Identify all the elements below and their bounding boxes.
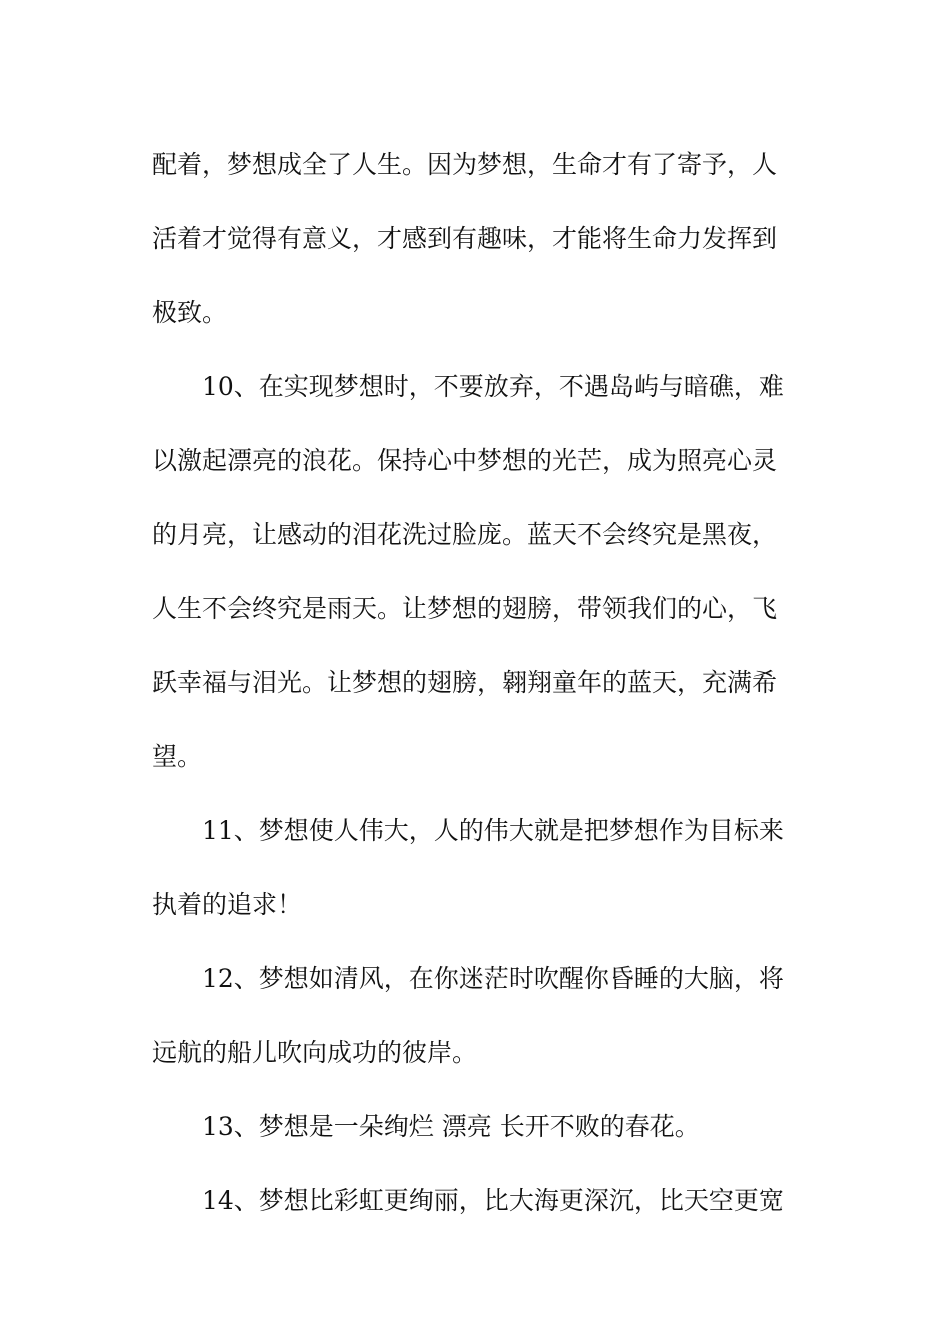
paragraph-item-10: [152, 350, 792, 794]
text-line: 执着的追求！: [152, 890, 303, 919]
text-line: 12、梦想如清风，在你迷茫时吹醒你昏睡的大脑，将: [202, 964, 784, 993]
text-line: 的月亮，让感动的泪花洗过脸庞。蓝天不会终究是黑夜，: [152, 520, 778, 549]
text-line: 以激起漂亮的浪花。保持心中梦想的光芒，成为照亮心灵: [152, 446, 778, 475]
paragraph-item-11: [152, 794, 792, 942]
text-line: 13、梦想是一朵绚烂 漂亮 长开不败的春花。: [202, 1112, 700, 1141]
text-line: 远航的船儿吹向成功的彼岸。: [152, 1038, 478, 1067]
paragraph-item-13: [152, 1090, 792, 1164]
text-line: 跃幸福与泪光。让梦想的翅膀，翱翔童年的蓝天，充满希: [152, 668, 778, 697]
paragraph-continuation: [152, 128, 792, 350]
text-line: 望。: [152, 742, 203, 771]
text-line: 10、在实现梦想时，不要放弃，不遇岛屿与暗礁，难: [202, 372, 784, 401]
text-line: 活着才觉得有意义，才感到有趣味，才能将生命力发挥到: [152, 224, 778, 253]
document-body: [152, 128, 792, 1238]
text-line: 配着，梦想成全了人生。因为梦想，生命才有了寄予，人: [152, 150, 778, 179]
text-line: 14、梦想比彩虹更绚丽，比大海更深沉，比天空更宽: [202, 1186, 784, 1215]
paragraph-item-12: [152, 942, 792, 1090]
text-line: 极致。: [152, 298, 228, 327]
text-line: 11、梦想使人伟大，人的伟大就是把梦想作为目标来: [202, 816, 784, 845]
paragraph-item-14: [152, 1164, 792, 1238]
text-line: 人生不会终究是雨天。让梦想的翅膀，带领我们的心，飞: [152, 594, 778, 623]
